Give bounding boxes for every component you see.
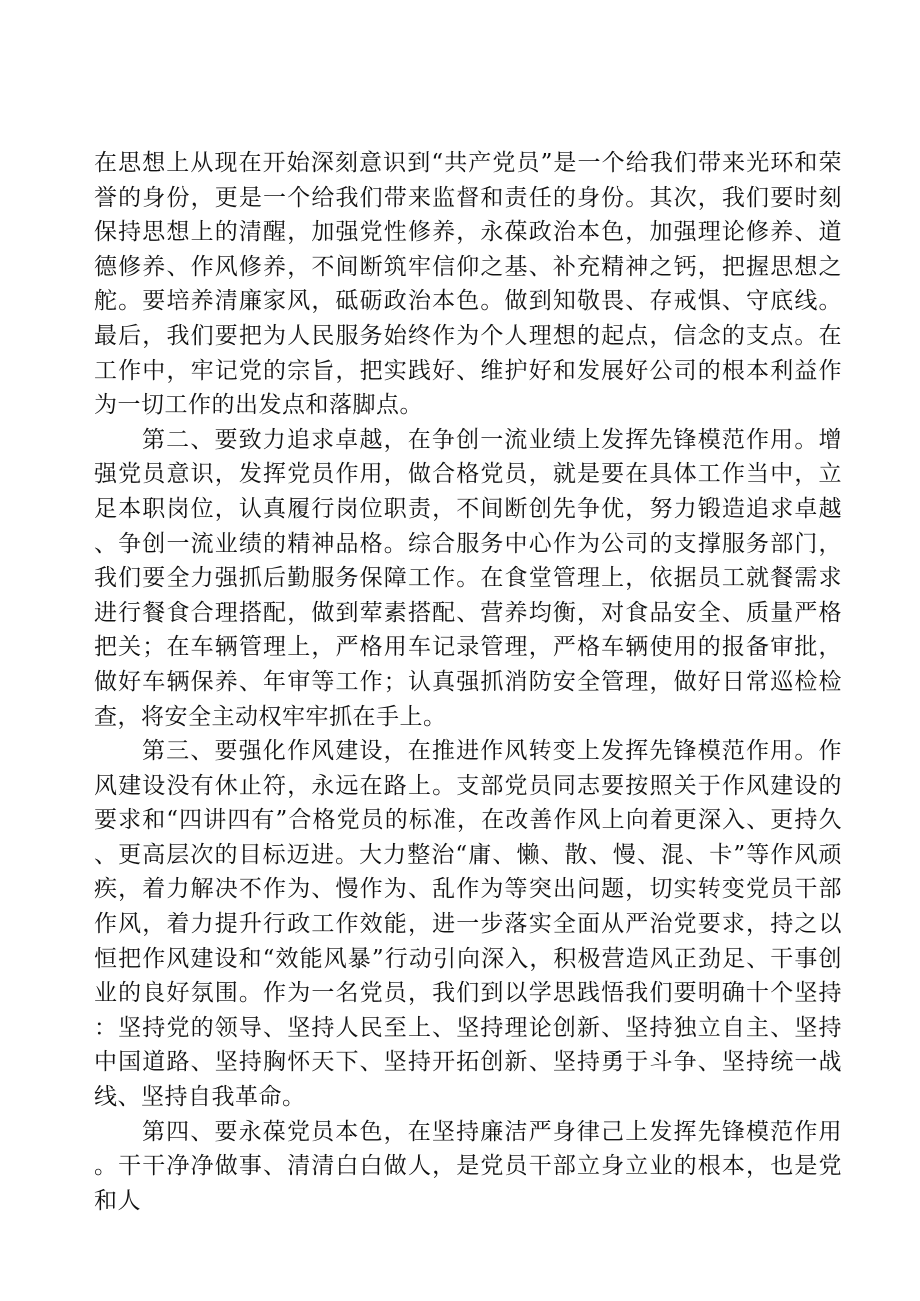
paragraph-continuation: 在思想上从现在开始深刻意识到“共产党员”是一个给我们带来光环和荣誉的身份，更是一个给我们带来监督和责任的身份。其次，我们要时刻保持思想上的清醒，加强党性修养，永葆政治本色，加强理论修养、道德修养、作风修养，不间断筑牢信仰之基、补充精神之钙，把握思想之舵。要培养清廉家风，砥砺政治本色。做到知敬畏、存戒惧、守底线。最后，我们要把为人民服务始终作为个人理想的起点，信念的支点。在工作中，牢记党的宗旨，把实践好、维护好和发展好公司的根本利益作为一切工作的出发点和落脚点。 (94, 150, 842, 419)
paragraph-fourth-point: 第四、要永葆党员本色，在坚持廉洁严身律己上发挥先锋模范作用。干干净净做事、清清白白做人，是党员干部立身立业的根本，也是党和人 (94, 1118, 842, 1214)
paragraph-third-point: 第三、要强化作风建设，在推进作风转变上发挥先锋模范作用。作风建设没有休止符，永远在路上。支部党员同志要按照关于作风建设的要求和“四讲四有”合格党员的标准，在改善作风上向着更深入、更持久、更高层次的目标迈进。大力整治“庸、懒、散、慢、混、卡”等作风顽疾，着力解决不作为、慢作为、乱作为等突出问题，切实转变党员干部作风，着力提升行政工作效能，进一步落实全面从严治党要求，持之以恒把作风建设和“效能风暴”行动引向深入，积极营造风正劲足、干事创业的良好氛围。作为一名党员，我们到以学思践悟我们要明确十个坚持：坚持党的领导、坚持人民至上、坚持理论创新、坚持独立自主、坚持中国道路、坚持胸怀天下、坚持开拓创新、坚持勇于斗争、坚持统一战线、坚持自我革命。 (94, 738, 842, 1111)
document-body (94, 146, 842, 1218)
paragraph-second-point: 第二、要致力追求卓越，在争创一流业绩上发挥先锋模范作用。增强党员意识，发挥党员作用，做合格党员，就是要在具体工作当中，立足本职岗位，认真履行岗位职责，不间断创先争优，努力锻造追求卓越、争创一流业绩的精神品格。综合服务中心作为公司的支撑服务部门，我们要全力强抓后勤服务保障工作。在食堂管理上，依据员工就餐需求进行餐食合理搭配，做到荤素搭配、营养均衡，对食品安全、质量严格把关；在车辆管理上，严格用车记录管理，严格车辆使用的报备审批，做好车辆保养、年审等工作；认真强抓消防安全管理，做好日常巡检检查，将安全主动权牢牢抓在手上。 (94, 426, 842, 730)
